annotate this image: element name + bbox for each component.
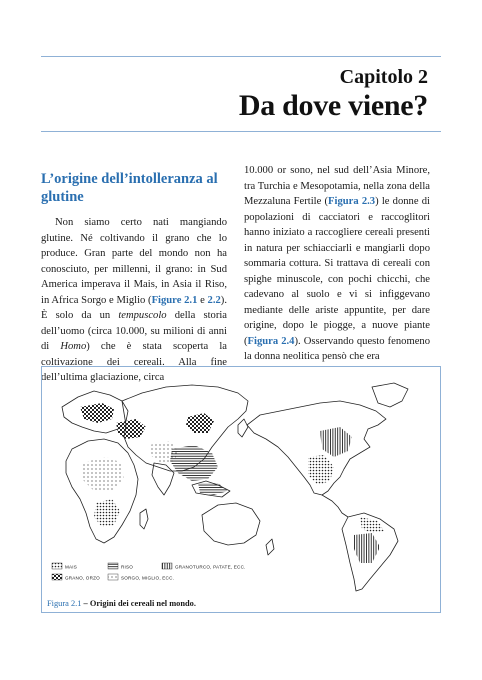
figure-2-1 xyxy=(41,366,441,613)
legend-label-grano-orzo: GRANO, ORZO xyxy=(65,575,100,581)
para-text-5: 10.000 or sono, nel sud dell’Asia Minore, tra Turchia e Mesopotamia, nella zona della Mezzaluna Fertile ( xyxy=(244,165,430,207)
madagascar-outline xyxy=(140,509,148,529)
header-bottom-rule xyxy=(41,131,441,132)
legend-label-granoturco: GRANOTURCO, PATATE, ECC. xyxy=(175,564,246,570)
caption-text: Origini dei cereali nel mondo. xyxy=(89,599,196,608)
region-tubers-south-america xyxy=(354,533,380,563)
australia-outline xyxy=(202,503,260,545)
section-heading: L’origine dell’intolleranza al glutine xyxy=(41,171,218,205)
figure-caption xyxy=(47,598,196,609)
region-maize-north-america xyxy=(308,455,334,485)
region-maize-africa-south xyxy=(94,499,120,527)
para-text-6: ) le donne di popolazioni di cacciatori e raccoglitori hanno iniziato a raccogliere cereali presenti in natura per schiacciarli e mangiarli dopo sommaria cottura. Si trattava di cereali con spighe minuscole, con pochi chicchi, che cadevano al suolo e vi si infiggevano mediante delle ariste appuntite, per dare origine, dopo le piogge, a nuove piante ( xyxy=(244,196,430,347)
region-wheat-barley-middle-east xyxy=(116,419,146,439)
region-sorghum-millet-africa xyxy=(82,457,124,491)
world-cereals-map xyxy=(42,367,440,595)
continued-paragraph xyxy=(244,163,430,365)
cereal-regions xyxy=(80,403,384,563)
intro-paragraph xyxy=(41,215,227,386)
legend-label-mais: MAIS xyxy=(65,564,78,570)
region-rice-asia xyxy=(170,445,218,481)
legend-item-granoturco xyxy=(162,563,246,570)
left-text-column xyxy=(41,162,227,386)
figure-ref-2-2[interactable]: 2.2 xyxy=(207,294,221,306)
new-zealand-outline xyxy=(266,539,274,555)
para-text-and: e xyxy=(197,294,208,306)
para-text-2: ). È solo da un xyxy=(41,294,227,321)
chapter-label: Capitolo 2 xyxy=(339,66,428,88)
legend-item-grano-orzo xyxy=(52,574,100,581)
emph-homo: Homo xyxy=(60,341,87,352)
para-text-7: ). Osservando questo fenomeno la donna neolitica pensò che era xyxy=(244,335,430,362)
india-outline xyxy=(152,463,174,495)
figure-ref-2-1[interactable]: Figure 2.1 xyxy=(151,294,198,306)
legend-label-riso: RISO xyxy=(121,564,134,570)
para-text-3: della storia dell’uomo (circa 10.000, su milioni di anni di xyxy=(41,310,227,352)
region-wheat-barley-europe xyxy=(80,403,114,423)
central-america-outline xyxy=(322,495,348,517)
para-text-4: ) che è stata scoperta la coltivazione dei cereali. Alla fine dell’ultima glaciazione, circa xyxy=(41,341,228,383)
para-text-1: Non siamo certo nati mangiando glutine. Né coltivando il grano che lo produce. Gran parte del mondo non ha conosciuto, per millenni, il grano: in Sud America imperava il Mais, in Asia il Riso, in Africa Sorgo e Miglio ( xyxy=(41,217,227,306)
chapter-title: Da dove viene? xyxy=(238,89,428,122)
legend-item-sorgo-miglio xyxy=(108,574,174,581)
caption-dash: – xyxy=(81,599,90,608)
greenland-outline xyxy=(372,383,408,407)
figure-ref-2-3[interactable]: Figura 2.3 xyxy=(328,196,376,207)
region-wheat-barley-china xyxy=(186,413,214,433)
figure-ref-2-4[interactable]: Figura 2.4 xyxy=(247,335,295,347)
legend-item-riso xyxy=(108,563,133,570)
caption-figure-number: Figura 2.1 xyxy=(47,599,82,608)
right-text-column xyxy=(244,163,430,365)
legend-label-sorgo-miglio: SORGO, MIGLIO, ECC. xyxy=(121,575,175,581)
region-tubers-north-america xyxy=(320,427,352,457)
region-rice-islands xyxy=(198,483,228,495)
japan-outline xyxy=(238,419,248,437)
header-top-rule xyxy=(41,56,441,57)
emph-tempuscolo: tempuscolo xyxy=(118,310,167,321)
legend-item-mais xyxy=(52,563,77,570)
map-legend xyxy=(52,563,246,581)
